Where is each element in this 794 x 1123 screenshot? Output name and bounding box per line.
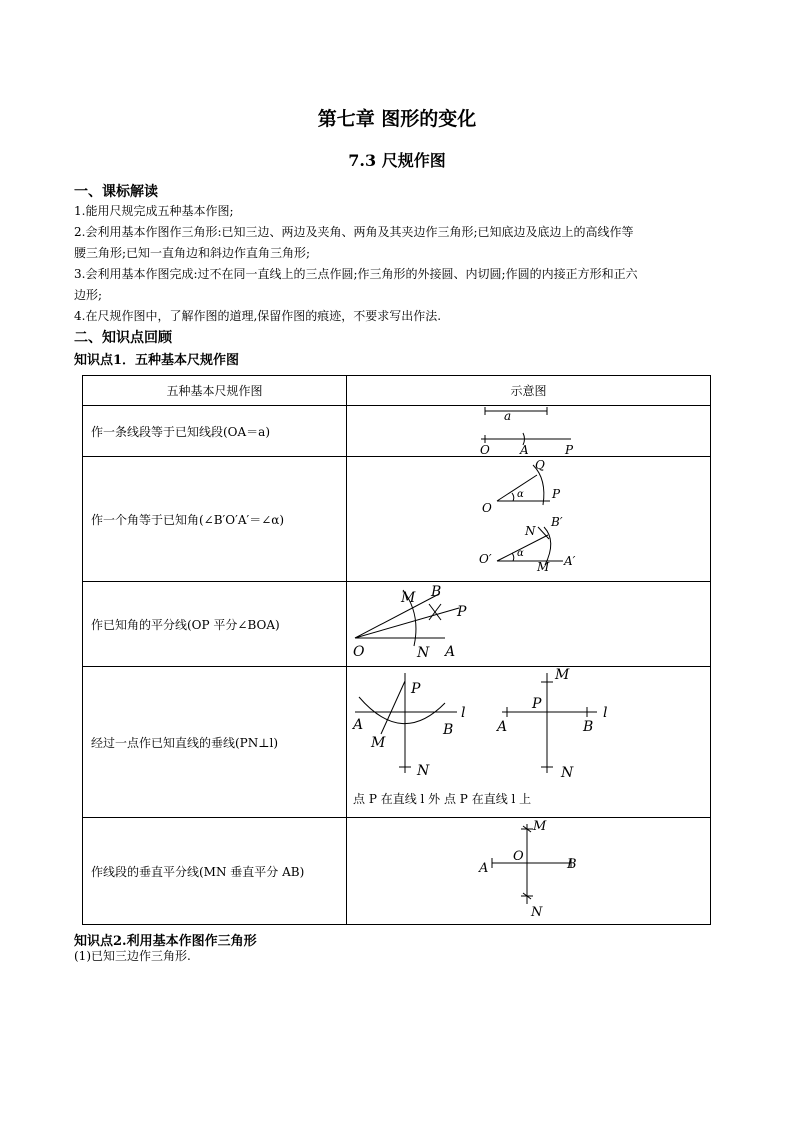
table-row: [83, 457, 711, 582]
label-N: N: [417, 763, 430, 779]
label-A: A: [353, 717, 364, 733]
row-figure: [347, 457, 711, 582]
perpendicular-bisector-diagram: [347, 818, 710, 924]
label-O-prime: O′: [479, 552, 492, 566]
label-B-prime: B′: [551, 515, 563, 529]
row-description: 作已知角的平分线(OP 平分∠BOA): [83, 582, 347, 667]
curriculum-line-1: 1.能用尺规完成五种基本作图;: [74, 204, 234, 218]
table-row: [83, 667, 711, 818]
label-P-2: P: [532, 696, 542, 712]
label-N: N: [531, 905, 543, 920]
copy-angle-diagram: [347, 457, 710, 581]
table-header: 五种基本尺规作图: [83, 376, 347, 406]
label-A: A: [479, 861, 489, 876]
row-figure: [347, 582, 711, 667]
section-title: 7.3 尺规作图: [348, 151, 446, 170]
label-B: B: [431, 584, 442, 600]
knowledge-point-2-title: 知识点2.利用基本作图作三角形: [74, 934, 257, 949]
row-description: 作一条线段等于已知线段(OA＝a): [83, 406, 347, 457]
chapter-title: 第七章 图形的变化: [317, 108, 477, 130]
label-O: O: [480, 443, 490, 456]
label-P: P: [552, 487, 561, 501]
label-B-2: B: [583, 719, 594, 735]
label-alpha-2: α: [517, 548, 524, 559]
label-A: A: [520, 443, 529, 456]
label-l: l: [461, 705, 466, 721]
label-Q: Q: [535, 458, 545, 472]
label-O: O: [513, 849, 524, 864]
label-A-prime: A′: [564, 554, 576, 568]
heading-curriculum: 一、课标解读: [74, 184, 158, 200]
label-M: M: [533, 819, 547, 834]
table-header-row: [83, 376, 711, 406]
curriculum-line-4: 3.会利用基本作图完成:过不在同一直线上的三点作圆;作三角形的外接圆、内切圆;作圆的内接正方形和正六: [74, 267, 638, 281]
label-B: B: [567, 857, 577, 872]
row-description: 经过一点作已知直线的垂线(PN⊥l): [83, 667, 347, 818]
label-M: M: [371, 735, 386, 751]
curriculum-line-5: 边形;: [74, 288, 103, 302]
heading-review: 二、知识点回顾: [74, 330, 172, 346]
row-description: 作线段的垂直平分线(MN 垂直平分 AB): [83, 818, 347, 925]
copy-segment-diagram: [347, 406, 710, 456]
label-P: P: [565, 443, 574, 456]
row-figure: [347, 667, 711, 818]
table-header: 示意图: [347, 376, 711, 406]
label-O: O: [482, 501, 492, 515]
label-O: O: [353, 644, 365, 660]
row-description: 作一个角等于已知角(∠B′O′A′＝∠α): [83, 457, 347, 582]
table-row: [83, 582, 711, 667]
label-M: M: [537, 560, 550, 574]
table-row: [83, 406, 711, 457]
figure-caption: 点 P 在直线 l 外 点 P 在直线 l 上: [353, 792, 532, 806]
label-N: N: [417, 645, 430, 661]
label-l-2: l: [603, 705, 608, 721]
angle-bisector-diagram: [347, 582, 710, 666]
curriculum-line-2: 2.会利用基本作图作三角形:已知三边、两边及夹角、两角及其夹边作三角形;已知底边及底边上的高线作等: [74, 225, 634, 239]
knowledge-point-1-title: 知识点1．五种基本尺规作图: [74, 353, 240, 368]
label-M-2: M: [555, 667, 570, 683]
row-figure: [347, 818, 711, 925]
table-row: [83, 818, 711, 925]
label-M: M: [401, 590, 416, 606]
label-B: B: [443, 722, 454, 738]
label-P: P: [411, 681, 421, 697]
label-N-2: N: [561, 765, 574, 781]
label-A-2: A: [497, 719, 508, 735]
curriculum-line-3: 腰三角形;已知一直角边和斜边作直角三角形;: [74, 246, 311, 260]
label-A: A: [445, 644, 456, 660]
label-a: a: [504, 409, 512, 423]
label-P: P: [457, 604, 467, 620]
constructions-table: [82, 375, 711, 925]
kp2-item-1: (1)已知三边作三角形.: [74, 949, 191, 963]
curriculum-line-6: 4.在尺规作图中，了解作图的道理,保留作图的痕迹，不要求写出作法.: [74, 309, 442, 323]
row-figure: [347, 406, 711, 457]
label-alpha: α: [517, 489, 524, 500]
label-N: N: [525, 524, 536, 538]
